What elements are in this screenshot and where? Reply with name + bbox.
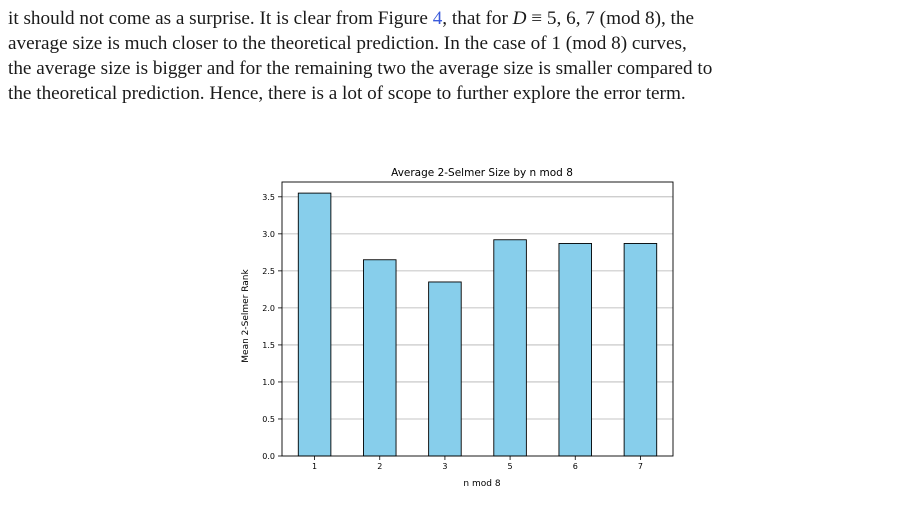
x-axis-label: n mod 8 (463, 479, 501, 489)
y-axis-label: Mean 2-Selmer Rank (241, 269, 251, 363)
bars (298, 193, 656, 456)
y-tick-label: 2.0 (262, 303, 275, 313)
bar-n-mod-8-7 (624, 243, 657, 456)
bar-n-mod-8-3 (429, 282, 462, 456)
figure-reference-link[interactable]: 4 (432, 8, 443, 29)
x-tick-label: 7 (637, 462, 643, 471)
paragraph-line-2: average size is much closer to the theoretical prediction. In the case of 1 (mod 8) curves, (8, 33, 687, 54)
plot-area-frame (282, 182, 673, 456)
x-tick-label: 2 (377, 462, 383, 471)
y-tick-label: 1.5 (262, 340, 275, 350)
paragraph-line-4: the theoretical prediction. Hence, there is a lot of scope to further explore the error term. (8, 83, 686, 104)
math-variable-d: D (512, 8, 527, 29)
bar-n-mod-8-1 (298, 193, 331, 456)
chart-title: Average 2-Selmer Size by n mod 8 (391, 167, 573, 179)
y-tick-label: 0.5 (262, 414, 275, 424)
bar-n-mod-8-6 (559, 243, 592, 456)
x-tick-label: 5 (507, 462, 513, 471)
y-tick-label: 0.0 (262, 452, 275, 461)
x-tick-label: 3 (442, 462, 448, 471)
y-tick-label: 3.0 (262, 229, 275, 239)
x-tick-label: 6 (572, 462, 578, 471)
x-tick-label: 1 (312, 462, 318, 471)
bar-n-mod-8-5 (494, 240, 527, 456)
y-tick-label: 3.5 (262, 192, 275, 202)
y-tick-label: 2.5 (262, 266, 275, 276)
paragraph-line-1: it should not come as a surprise. It is clear from Figure 4, that for D ≡ 5, 6, 7 (mod 8), the (8, 8, 694, 29)
bar-n-mod-8-2 (363, 260, 396, 456)
y-tick-label: 1.0 (262, 377, 275, 387)
paragraph-line-3: the average size is bigger and for the remaining two the average size is smaller compared to (8, 58, 713, 79)
gridlines (282, 197, 673, 419)
